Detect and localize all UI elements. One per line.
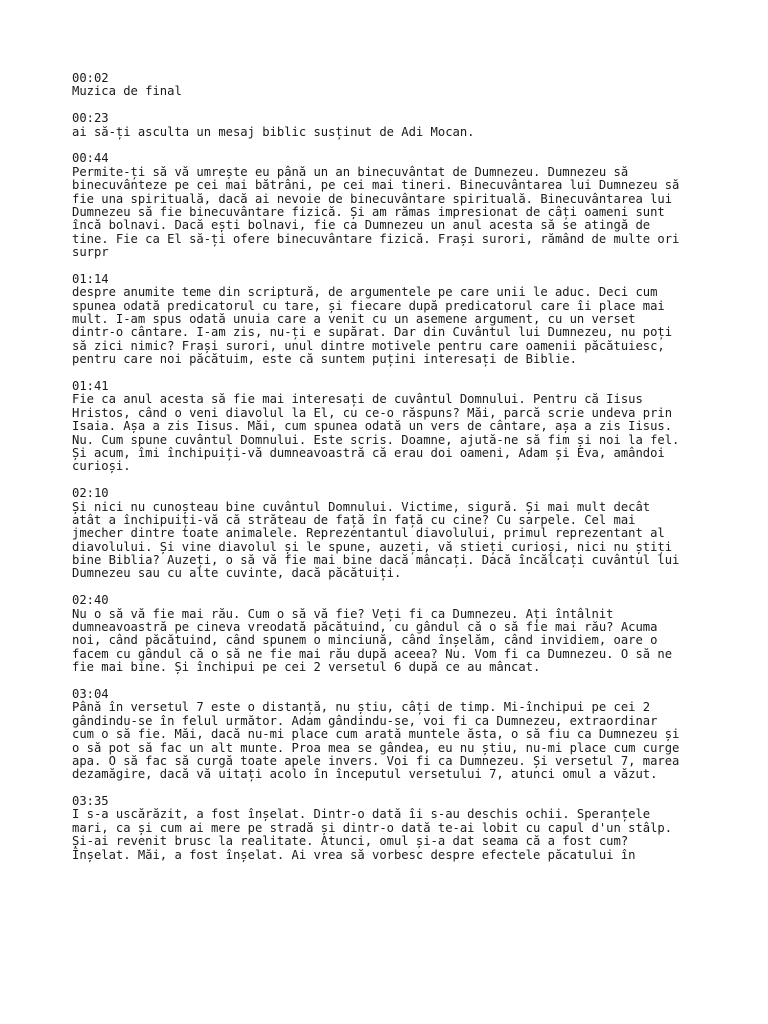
timestamp: 01:41 xyxy=(72,378,109,393)
transcript-line: Isaia. Așa a zis Iisus. Măi, cum spunea odată un vers de cântare, așa a zis Iisus. xyxy=(72,419,673,434)
timestamp: 03:35 xyxy=(72,794,109,809)
transcript-line: dumneavoastră pe cineva vreodată păcătuind, cu gândul că o să fie mai rău? Acuma xyxy=(72,620,658,635)
transcript-document xyxy=(72,72,732,875)
timestamp: 02:10 xyxy=(72,486,109,501)
transcript-entry xyxy=(72,112,732,139)
transcript-line: surpr xyxy=(72,245,109,260)
transcript-line: facem cu gândul că o să ne fie mai rău după aceea? Nu. Vom fi ca Dumnezeu. O să ne xyxy=(72,646,673,661)
transcript-line: atât a închipuiți-vă că străteau de față în față cu cine? Cu sarpele. Cel mai xyxy=(72,512,636,527)
transcript-line: gândindu-se în felul următor. Adam gândindu-se, voi fi ca Dumnezeu, extraordinar xyxy=(72,713,658,728)
transcript-line: Înșelat. Măi, a fost înșelat. Ai vrea să vorbesc despre efectele păcatului în xyxy=(72,847,636,862)
transcript-line: Fie ca anul acesta să fie mai interesați de cuvântul Domnului. Pentru că Iisus xyxy=(72,392,643,407)
transcript-line: Hristos, când o veni diavolul la El, cu ce-o răspuns? Măi, parcă scrie undeva prin xyxy=(72,405,673,420)
transcript-entry xyxy=(72,273,732,367)
transcript-line: mult. I-am spus odată unuia care a venit cu un asemene argument, cu un verset xyxy=(72,312,636,327)
transcript-entry xyxy=(72,688,732,782)
transcript-line: fie mai bine. Și închipui pe cei 2 versetul 6 după ce au mâncat. xyxy=(72,660,541,675)
timestamp: 03:04 xyxy=(72,686,109,701)
transcript-line: încă bolnavi. Dacă ești bolnavi, fie ca Dumnezeu un anul acesta să se atingă de xyxy=(72,218,651,233)
transcript-entry xyxy=(72,795,732,862)
transcript-entry xyxy=(72,72,732,99)
transcript-line: Dumnezeu sau cu alte cuvinte, dacă păcătuiți. xyxy=(72,566,402,581)
transcript-line: fie una spirituală, dacă ai nevoie de binecuvântare spirituală. Binecuvântarea lui xyxy=(72,191,673,206)
transcript-line: Muzica de final xyxy=(72,84,182,99)
timestamp: 00:23 xyxy=(72,111,109,126)
transcript-line: cum o să fie. Măi, dacă nu-mi place cum arată muntele ăsta, o să fiu ca Dumnezeu și xyxy=(72,727,680,742)
transcript-entry xyxy=(72,487,732,581)
transcript-line: diavolului. Și vine diavolul și le spune, auzeți, vă stieți curioși, nici nu știți xyxy=(72,539,673,554)
transcript-line: Și nici nu cunoșteau bine cuvântul Domnului. Victime, sigură. Și mai mult decât xyxy=(72,499,651,514)
timestamp: 00:44 xyxy=(72,151,109,166)
transcript-line: jmecher dintre toate animalele. Reprezentantul diavolului, primul reprezentant al xyxy=(72,526,665,541)
timestamp: 01:14 xyxy=(72,271,109,286)
transcript-line: Nu. Cum spune cuvântul Domnului. Este scris. Doamne, ajută-ne să fim și noi la fel. xyxy=(72,432,680,447)
transcript-entry xyxy=(72,594,732,674)
transcript-line: noi, când păcătuind, când spunem o minciună, când înșelăm, când invidiem, oare o xyxy=(72,633,658,648)
timestamp: 00:02 xyxy=(72,71,109,85)
transcript-line: Până în versetul 7 este o distanță, nu știu, câți de timp. Mi-închipui pe cei 2 xyxy=(72,700,651,715)
transcript-line: Dumnezeu să fie binecuvântare fizică. Și am rămas impresionat de câți oameni sunt xyxy=(72,204,665,219)
transcript-line: tine. Fie ca El să-ți ofere binecuvântare fizică. Frași surori, rămând de multe ori xyxy=(72,231,680,246)
transcript-line: să zici nimic? Frași surori, unul dintre motivele pentru care oamenii păcătuiesc, xyxy=(72,338,665,353)
transcript-line: ai să-ți asculta un mesaj biblic susținut de Adi Mocan. xyxy=(72,124,475,139)
timestamp: 02:40 xyxy=(72,593,109,608)
transcript-line: o să pot să fac un alt munte. Proa mea se gândea, eu nu știu, nu-mi place cum curge xyxy=(72,740,680,755)
transcript-line: I s-a uscărăzit, a fost înșelat. Dintr-o dată îi s-au deschis ochii. Speranțele xyxy=(72,807,651,822)
transcript-line: apa. O să fac să curgă toate apele invers. Voi fi ca Dumnezeu. Și versetul 7, marea xyxy=(72,753,680,768)
transcript-line: Permite-ți să vă umrește eu până un an binecuvântat de Dumnezeu. Dumnezeu să xyxy=(72,164,629,179)
transcript-line: dintr-o cântare. I-am zis, nu-ți e supărat. Dar din Cuvântul lui Dumnezeu, nu poți xyxy=(72,325,673,340)
transcript-line: dezamăgire, dacă vă uitați acolo în începutul versetului 7, atunci omul a văzut. xyxy=(72,767,658,782)
transcript-line: mari, ca și cum ai mere pe stradă și dintr-o dată te-ai lobit cu capul d'un stâlp. xyxy=(72,820,673,835)
transcript-line: curioși. xyxy=(72,459,131,474)
transcript-line: Și acum, îmi închipuiți-vă dumneavoastră că erau doi oameni, Adam și Eva, amândoi xyxy=(72,445,665,460)
transcript-line: spunea odată predicatorul cu tare, și fiecare după predicatorul care îi place mai xyxy=(72,298,665,313)
transcript-line: Nu o să vă fie mai rău. Cum o să vă fie? Veți fi ca Dumnezeu. Ați întâlnit xyxy=(72,606,614,621)
transcript-line: despre anumite teme din scriptură, de argumentele pe care unii le aduc. Deci cum xyxy=(72,285,658,300)
transcript-line: pentru care noi păcătuim, este că suntem puțini interesați de Biblie. xyxy=(72,352,577,367)
transcript-line: Și-ai revenit brusc la realitate. Atunci, omul și-a dat seama că a fost cum? xyxy=(72,834,629,849)
transcript-entry xyxy=(72,152,732,259)
transcript-line: bine Biblia? Auzeți, o să vă fie mai bine dacă mâncați. Dacă încălcați cuvântul lui xyxy=(72,553,680,568)
transcript-entry xyxy=(72,380,732,474)
transcript-line: binecuvânteze pe cei mai bătrâni, pe cei mai tineri. Binecuvântarea lui Dumnezeu să xyxy=(72,178,680,193)
